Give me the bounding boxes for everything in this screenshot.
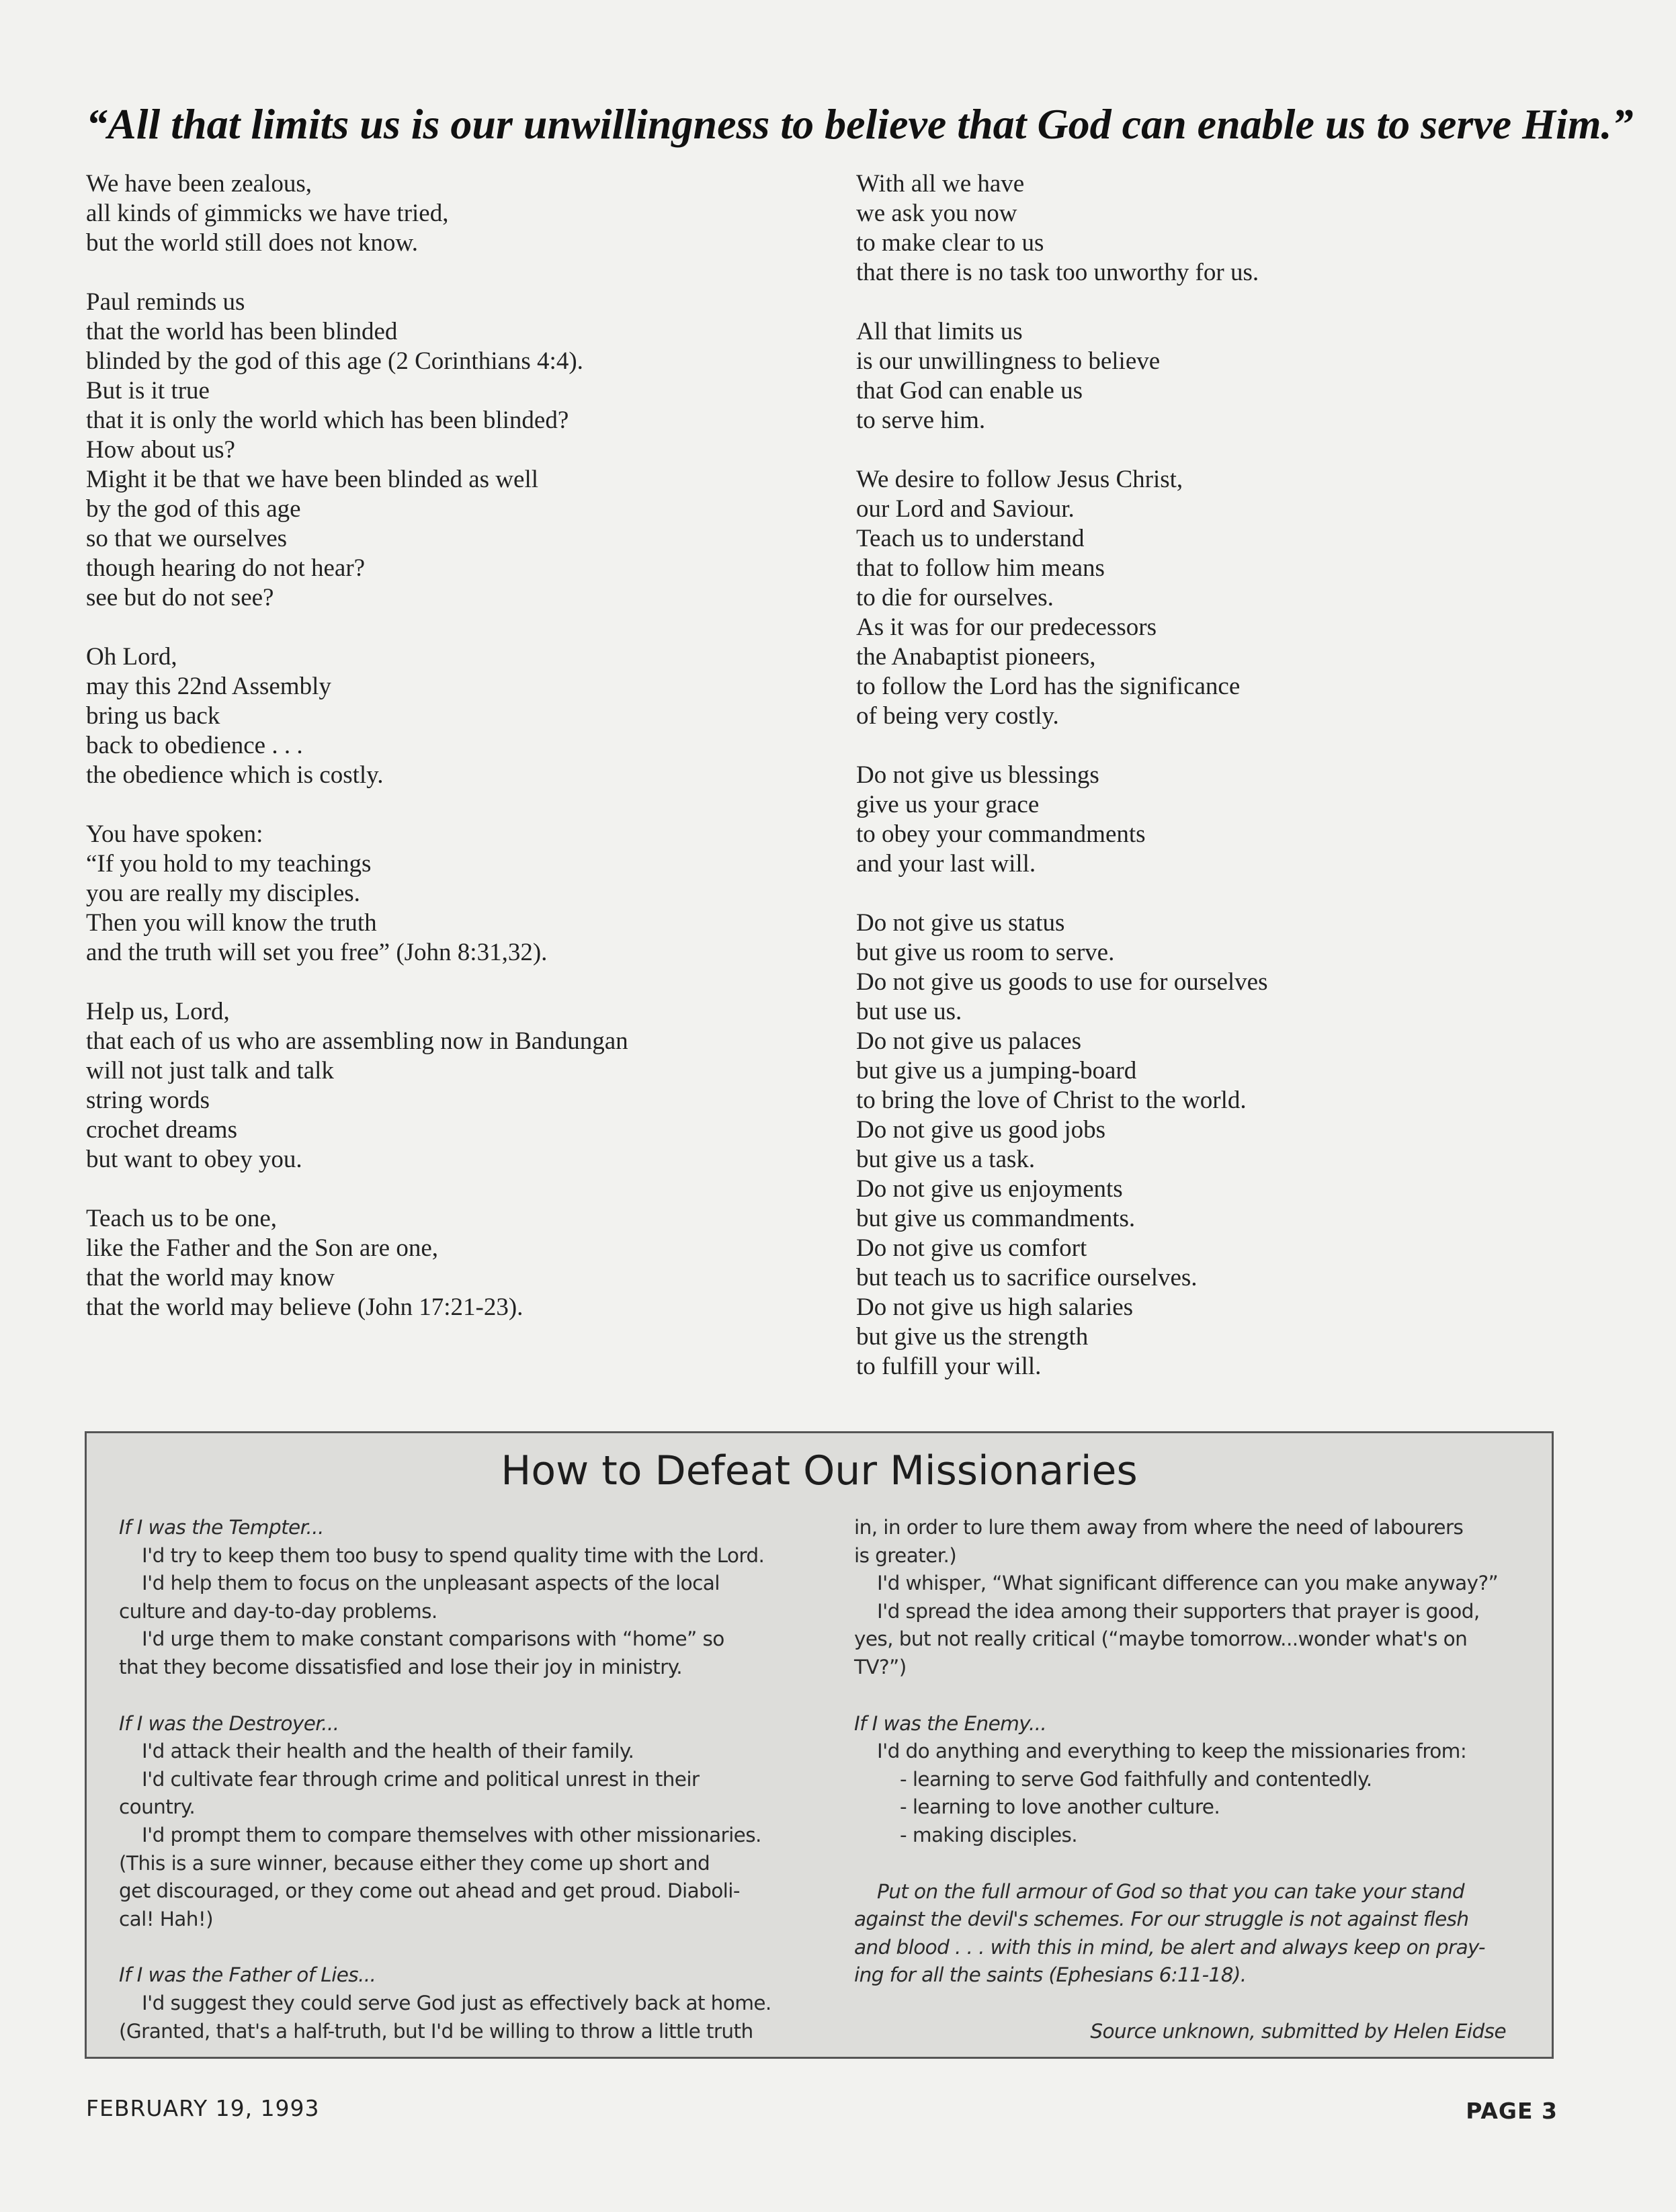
poem-line: Do not give us status xyxy=(856,909,1065,937)
box-text-line: I'd attack their health and the health of their family. xyxy=(142,1740,634,1763)
poem-line: that to follow him means xyxy=(856,554,1105,582)
poem-line: to die for ourselves. xyxy=(856,584,1054,611)
poem-line: but give us room to serve. xyxy=(856,939,1115,966)
headline-quote: “All that limits us is our unwillingness to believe that God can enable us to serve Him.” xyxy=(86,100,1634,148)
poem-line: may this 22nd Assembly xyxy=(86,673,331,700)
poem-line: Do not give us goods to use for ourselves xyxy=(856,968,1268,996)
box-right-column xyxy=(854,1514,1519,2046)
poem-line: back to obedience . . . xyxy=(86,732,303,759)
poem-line: crochet dreams xyxy=(86,1116,237,1144)
box-text-line: and blood . . . with this in mind, be alert and always keep on pray- xyxy=(854,1935,1485,1959)
box-text-line: (This is a sure winner, because either they come up short and xyxy=(119,1851,710,1875)
poem-stanza xyxy=(86,169,825,258)
poem-line: to obey your commandments xyxy=(856,820,1146,848)
poem-line: to fulfill your will. xyxy=(856,1353,1042,1380)
poem-line: Do not give us blessings xyxy=(856,761,1099,789)
box-text-line: If I was the Tempter... xyxy=(119,1516,324,1539)
paragraph-gap xyxy=(119,1933,784,1961)
box-text-line: against the devil's schemes. For our struggle is not against flesh xyxy=(854,1908,1469,1931)
poem-stanza xyxy=(86,642,825,790)
box-text-line: in, in order to lure them away from where the need of labourers xyxy=(854,1516,1464,1539)
poem-line: With all we have xyxy=(856,170,1025,198)
poem-line: Do not give us comfort xyxy=(856,1234,1087,1262)
poem-line: so that we ourselves xyxy=(86,525,288,552)
box-text-line: - making disciples. xyxy=(900,1823,1078,1846)
poem-line: but give us a task. xyxy=(856,1146,1036,1173)
poem-line: string words xyxy=(86,1087,210,1114)
poem-line: though hearing do not hear? xyxy=(86,554,366,582)
poem-line: How about us? xyxy=(86,436,235,464)
box-text-line: I'd help them to focus on the unpleasant aspects of the local xyxy=(142,1572,720,1595)
poem-stanza xyxy=(86,288,825,613)
poem-line: but want to obey you. xyxy=(86,1146,302,1173)
box-text-line: I'd suggest they could serve God just as effectively back at home. xyxy=(142,1991,771,2014)
box-text-line: ing for all the saints (Ephesians 6:11-18). xyxy=(854,1963,1247,1987)
poem-line: Then you will know the truth xyxy=(86,909,377,937)
poem-line: that it is only the world which has been blinded? xyxy=(86,407,569,434)
poem-line: but the world still does not know. xyxy=(86,229,418,257)
box-text-line: Put on the full armour of God so that you can take your stand xyxy=(877,1879,1465,1903)
box-text-line: TV?”) xyxy=(854,1655,907,1678)
poem-line: Do not give us enjoyments xyxy=(856,1175,1123,1203)
poem-stanza xyxy=(856,908,1595,1381)
poem-line: see but do not see? xyxy=(86,584,274,611)
poem-line: Teach us to be one, xyxy=(86,1205,278,1232)
poem-line: “If you hold to my teachings xyxy=(86,850,372,878)
poem-line: by the god of this age xyxy=(86,495,301,523)
box-text-line: culture and day-to-day problems. xyxy=(119,1599,437,1623)
poem-right-column xyxy=(856,169,1595,1411)
poem-line: All that limits us xyxy=(856,318,1023,345)
poem-line: Teach us to understand xyxy=(856,525,1085,552)
poem-line: you are really my disciples. xyxy=(86,880,360,907)
poem-line: but teach us to sacrifice ourselves. xyxy=(856,1264,1198,1291)
box-text-line: I'd do anything and everything to keep the missionaries from: xyxy=(877,1740,1467,1763)
paragraph-gap xyxy=(854,1682,1519,1710)
poem-line: We have been zealous, xyxy=(86,170,312,198)
poem-line: that God can enable us xyxy=(856,377,1083,405)
poem-line: that there is no task too unworthy for us. xyxy=(856,259,1259,286)
poem-line: Do not give us high salaries xyxy=(856,1293,1134,1321)
poem-line: and the truth will set you free” (John 8:31,32). xyxy=(86,939,548,966)
poem-stanza xyxy=(86,820,825,968)
poem-line: to make clear to us xyxy=(856,229,1044,257)
box-text-line: - learning to love another culture. xyxy=(900,1795,1220,1819)
box-text-line: If I was the Enemy... xyxy=(854,1711,1047,1735)
poem-stanza xyxy=(856,465,1595,731)
poem-line: will not just talk and talk xyxy=(86,1057,334,1084)
box-text-line: I'd spread the idea among their supporters that prayer is good, xyxy=(877,1599,1480,1623)
box-text-line: cal! Hah!) xyxy=(119,1907,213,1930)
box-text-line: that they become dissatisfied and lose their joy in ministry. xyxy=(119,1655,683,1678)
poem-line: Do not give us palaces xyxy=(856,1027,1081,1055)
box-text-line: I'd whisper, “What significant difference can you make anyway?” xyxy=(877,1572,1499,1595)
box-text-line: I'd try to keep them too busy to spend quality time with the Lord. xyxy=(142,1543,765,1567)
poem-line: that the world has been blinded xyxy=(86,318,398,345)
poem-stanza xyxy=(856,761,1595,879)
poem-line: But is it true xyxy=(86,377,210,405)
poem-line: Help us, Lord, xyxy=(86,998,230,1025)
poem-line: Might it be that we have been blinded as well xyxy=(86,466,539,493)
poem-line: our Lord and Saviour. xyxy=(856,495,1075,523)
paragraph-gap xyxy=(854,1990,1519,2018)
footer-date: FEBRUARY 19, 1993 xyxy=(86,2095,320,2121)
poem-line: that the world may believe (John 17:21-23). xyxy=(86,1293,523,1321)
poem-line: we ask you now xyxy=(856,200,1017,227)
poem-line: to follow the Lord has the significance xyxy=(856,673,1241,700)
poem-stanza xyxy=(86,1204,825,1322)
box-text-line: (Granted, that's a half-truth, but I'd be willing to throw a little truth xyxy=(119,2019,753,2043)
source-credit: Source unknown, submitted by Helen Eidse xyxy=(1090,2019,1506,2043)
box-text-line: If I was the Father of Lies... xyxy=(119,1963,376,1987)
poem-line: but give us a jumping-board xyxy=(856,1057,1137,1084)
poem-line: to serve him. xyxy=(856,407,986,434)
box-left-column xyxy=(119,1514,784,2045)
poem-line: is our unwillingness to believe xyxy=(856,347,1161,375)
box-text-line: yes, but not really critical (“maybe tomorrow...wonder what's on xyxy=(854,1627,1468,1651)
poem-line: You have spoken: xyxy=(86,820,263,848)
poem-left-column xyxy=(86,169,825,1352)
poem-line: that each of us who are assembling now in Bandungan xyxy=(86,1027,628,1055)
poem-line: Paul reminds us xyxy=(86,288,245,316)
poem-line: to bring the love of Christ to the world. xyxy=(856,1087,1247,1114)
poem-line: As it was for our predecessors xyxy=(856,613,1157,641)
poem-line: of being very costly. xyxy=(856,702,1059,730)
poem-line: that the world may know xyxy=(86,1264,335,1291)
poem-line: Do not give us good jobs xyxy=(856,1116,1106,1144)
paragraph-gap xyxy=(119,1682,784,1710)
poem-line: give us your grace xyxy=(856,791,1040,818)
poem-stanza xyxy=(86,997,825,1175)
box-text-line: is greater.) xyxy=(854,1543,957,1567)
box-text-line: I'd prompt them to compare themselves with other missionaries. xyxy=(142,1823,761,1846)
box-text-line: I'd urge them to make constant comparisons with “home” so xyxy=(142,1627,724,1651)
footer-page-number: PAGE 3 xyxy=(1466,2098,1558,2124)
poem-line: We desire to follow Jesus Christ, xyxy=(856,466,1183,493)
poem-line: bring us back xyxy=(86,702,220,730)
box-text-line: get discouraged, or they come out ahead and get proud. Diaboli- xyxy=(119,1879,740,1903)
poem-line: and your last will. xyxy=(856,850,1036,878)
paragraph-gap xyxy=(854,1850,1519,1878)
poem-line: the obedience which is costly. xyxy=(86,761,384,789)
poem-line: but give us commandments. xyxy=(856,1205,1136,1232)
poem-line: blinded by the god of this age (2 Corinthians 4:4). xyxy=(86,347,583,375)
box-text-line: If I was the Destroyer... xyxy=(119,1711,339,1735)
box-text-line: country. xyxy=(119,1795,196,1819)
poem-line: all kinds of gimmicks we have tried, xyxy=(86,200,449,227)
sidebar-box xyxy=(85,1431,1554,2059)
poem-line: but use us. xyxy=(856,998,962,1025)
poem-line: like the Father and the Son are one, xyxy=(86,1234,438,1262)
box-text-line: - learning to serve God faithfully and contentedly. xyxy=(900,1767,1372,1791)
box-text-line: I'd cultivate fear through crime and political unrest in their xyxy=(142,1767,700,1791)
box-title: How to Defeat Our Missionaries xyxy=(501,1447,1138,1494)
poem-stanza xyxy=(856,169,1595,288)
poem-stanza xyxy=(856,317,1595,435)
poem-line: but give us the strength xyxy=(856,1323,1089,1351)
poem-line: the Anabaptist pioneers, xyxy=(856,643,1096,671)
poem-line: Oh Lord, xyxy=(86,643,177,671)
